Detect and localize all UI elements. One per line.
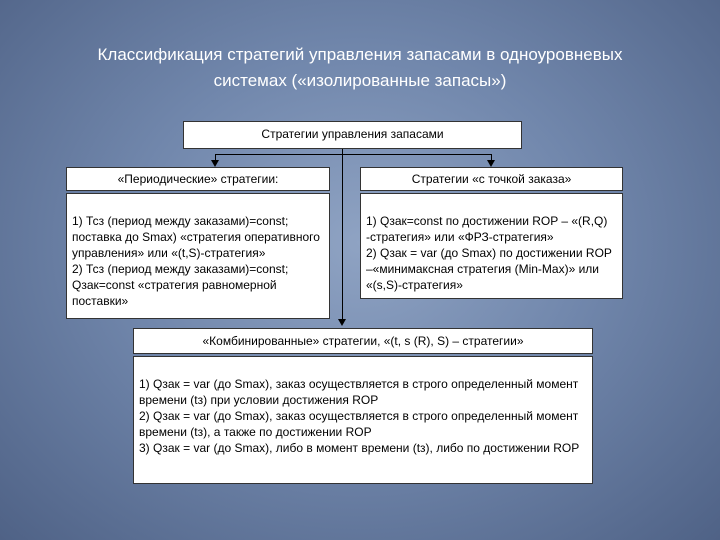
connector-horizontal [215, 154, 491, 155]
slide-title [40, 42, 680, 94]
combined-body-box [133, 356, 593, 484]
arrow-to-order-point [487, 160, 495, 167]
periodic-header: «Периодические» стратегии: [117, 172, 279, 186]
combined-body: 1) Qзак = var (до Smax), заказ осуществляется в строго определенный момент времени (tз) при условии достижения ROP 2) Qзак = var (до Smax), заказ осуществляется в строго определенный момент времени (tз), а также по достижении ROP 3) Qзак = var (до Smax), либо в момент времени (tз), либо по достижении ROP [139, 377, 580, 455]
combined-header-box [133, 328, 593, 354]
root-box [183, 121, 522, 149]
title-line-2: системах («изолированные запасы») [213, 71, 507, 90]
root-label: Стратегии управления запасами [261, 127, 444, 141]
periodic-body-box [66, 193, 330, 319]
periodic-body: 1) Тсз (период между заказами)=const; поставка до Smax) «стратегия оперативного управления» или «(t,S)-стратегия» 2) Тсз (период между заказами)=const; Qзак=const «стратегия равномерной поставки» [72, 214, 320, 308]
order-point-header-box [360, 167, 623, 191]
combined-header: «Комбинированные» стратегии, «(t, s (R), S) – стратегии» [202, 334, 524, 348]
connector-root-down [342, 149, 343, 319]
arrow-to-combined [338, 319, 346, 326]
order-point-body: 1) Qзак=const по достижении ROP – «(R,Q) -стратегия» или «ФРЗ-стратегия» 2) Qзак = var (до Smax) по достижении ROP –«минимаксная стратегия (Min-Max)» или «(s,S)-стратегия» [366, 214, 612, 292]
arrow-to-periodic [211, 160, 219, 167]
periodic-header-box [66, 167, 330, 191]
title-line-1: Классификация стратегий управления запасами в одноуровневых [97, 45, 623, 64]
order-point-body-box [360, 193, 623, 299]
order-point-header: Стратегии «с точкой заказа» [411, 172, 572, 186]
